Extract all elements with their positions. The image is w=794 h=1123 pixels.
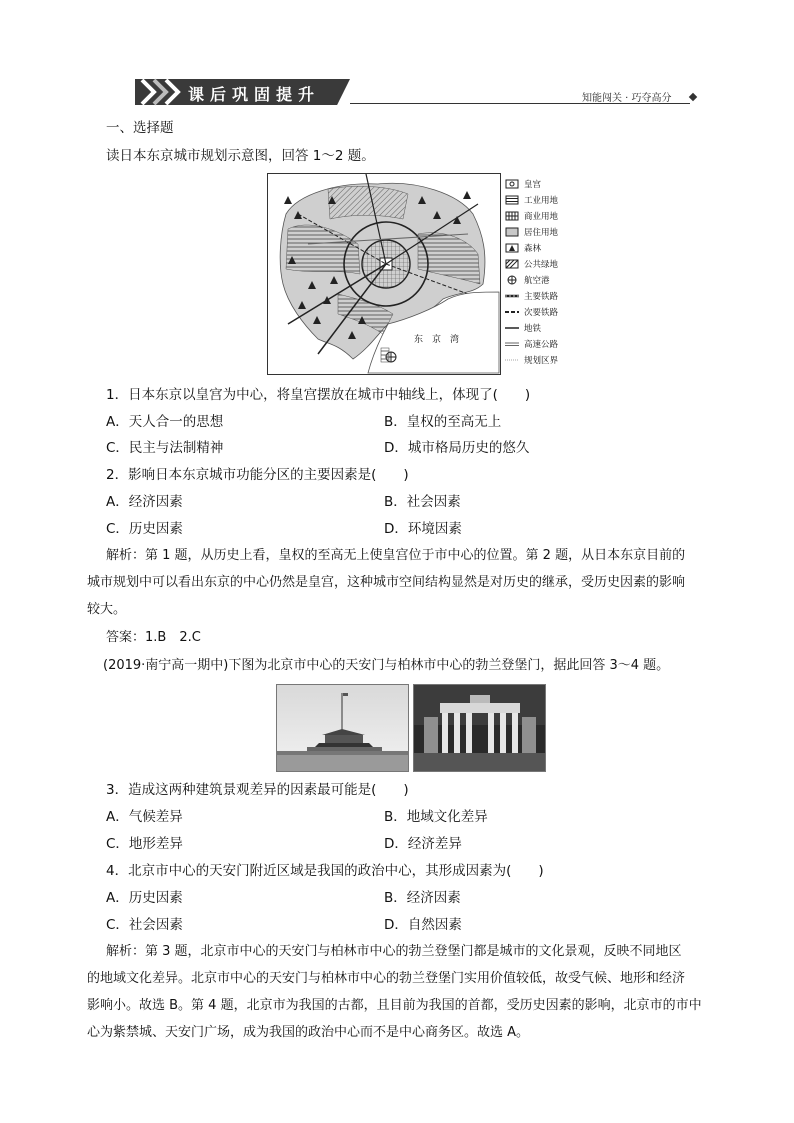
legend-label: 规划区界 bbox=[524, 356, 559, 366]
legend-item bbox=[505, 208, 585, 224]
legend-item bbox=[505, 176, 585, 192]
diamond-icon bbox=[689, 93, 697, 101]
legend-item bbox=[505, 288, 585, 304]
palace-icon bbox=[505, 179, 519, 189]
map-legend bbox=[505, 176, 585, 368]
legend-label: 商业用地 bbox=[524, 212, 559, 222]
legend-item bbox=[505, 240, 585, 256]
question-1-option-b[interactable]: B．皇权的至高无上 bbox=[384, 414, 502, 430]
legend-label: 主要铁路 bbox=[524, 292, 559, 302]
explanation-line: 影响小。故选 B。第 4 题，北京市为我国的古都，且目前为我国的首都，受历史因素的影响，北京市的市中 bbox=[87, 998, 702, 1013]
legend-label: 公共绿地 bbox=[524, 260, 559, 270]
legend-item bbox=[505, 336, 585, 352]
question-2-option-a[interactable]: A．经济因素 bbox=[106, 494, 183, 510]
explanation-line: 解析：第 3 题，北京市中心的天安门与柏林市中心的勃兰登堡门都是城市的文化景观，反映不同地区 bbox=[106, 944, 682, 959]
tokyo-map-drawing bbox=[268, 174, 500, 374]
answer-line: 答案：1.B 2.C bbox=[106, 630, 201, 645]
question-2-option-c[interactable]: C．历史因素 bbox=[106, 521, 183, 537]
legend-item bbox=[505, 352, 585, 368]
legend-label: 航空港 bbox=[524, 276, 550, 286]
explanation-line: 的地域文化差异。北京市中心的天安门与柏林市中心的勃兰登堡门实用价值较低，故受气候、地形和经济 bbox=[87, 971, 686, 986]
question-3-option-b[interactable]: B．地域文化差异 bbox=[384, 809, 488, 825]
legend-item bbox=[505, 256, 585, 272]
brandenburg-gate-photo bbox=[413, 684, 546, 772]
explanation-line: 城市规划中可以看出东京的中心仍然是皇宫，这种城市空间结构显然是对历史的继承，受历史因素的影响 bbox=[87, 575, 686, 590]
subway-line-icon bbox=[505, 323, 519, 333]
question-intro: 读日本东京城市规划示意图，回答 1～2 题。 bbox=[106, 148, 375, 164]
green-space-pattern-icon bbox=[505, 259, 519, 269]
bay-label: 东 京 湾 bbox=[414, 335, 460, 345]
legend-label: 居住用地 bbox=[524, 228, 559, 238]
legend-label: 次要铁路 bbox=[524, 308, 559, 318]
section-heading: 一、选择题 bbox=[106, 120, 174, 136]
question-3-stem: 3．造成这两种建筑景观差异的因素最可能是( ) bbox=[106, 782, 409, 798]
legend-label: 皇宫 bbox=[524, 180, 542, 190]
forest-icon bbox=[505, 243, 519, 253]
question-1-stem: 1．日本东京以皇宫为中心，将皇宫摆放在城市中轴线上，体现了( ) bbox=[106, 387, 531, 403]
legend-item bbox=[505, 192, 585, 208]
header-slogan: 知能闯关 · 巧夺高分 bbox=[582, 93, 672, 104]
question-3-option-d[interactable]: D．经济差异 bbox=[384, 836, 462, 852]
legend-item bbox=[505, 304, 585, 320]
planning-boundary-line-icon bbox=[505, 355, 519, 365]
main-railway-line-icon bbox=[505, 291, 519, 301]
explanation-line: 心为紫禁城、天安门广场，成为我国的政治中心而不是中心商务区。故选 A。 bbox=[87, 1025, 530, 1040]
question-1-option-d[interactable]: D．城市格局历史的悠久 bbox=[384, 440, 530, 456]
question-1-option-c[interactable]: C．民主与法制精神 bbox=[106, 440, 224, 456]
residential-pattern-icon bbox=[505, 227, 519, 237]
expressway-line-icon bbox=[505, 339, 519, 349]
question-4-option-d[interactable]: D．自然因素 bbox=[384, 917, 462, 933]
airport-icon bbox=[505, 275, 519, 285]
explanation-line: 较大。 bbox=[87, 602, 127, 617]
legend-item bbox=[505, 272, 585, 288]
question-4-option-b[interactable]: B．经济因素 bbox=[384, 890, 461, 906]
question-2-option-b[interactable]: B．社会因素 bbox=[384, 494, 461, 510]
question-3-option-c[interactable]: C．地形差异 bbox=[106, 836, 183, 852]
legend-item bbox=[505, 224, 585, 240]
question-4-option-a[interactable]: A．历史因素 bbox=[106, 890, 183, 906]
legend-item bbox=[505, 320, 585, 336]
banner-chevron-icon bbox=[138, 77, 182, 111]
tokyo-map bbox=[267, 173, 501, 375]
industrial-pattern-icon bbox=[505, 195, 519, 205]
banner-title: 课后巩固提升 bbox=[188, 85, 321, 104]
question-4-option-c[interactable]: C．社会因素 bbox=[106, 917, 183, 933]
legend-label: 森林 bbox=[524, 244, 542, 254]
tiananmen-photo bbox=[276, 684, 409, 772]
minor-railway-line-icon bbox=[505, 307, 519, 317]
question-intro: (2019·南宁高一期中)下图为北京市中心的天安门与柏林市中心的勃兰登堡门，据此回答 3～4 题。 bbox=[103, 658, 670, 673]
legend-label: 工业用地 bbox=[524, 196, 559, 206]
question-2-stem: 2．影响日本东京城市功能分区的主要因素是( ) bbox=[106, 467, 409, 483]
commercial-pattern-icon bbox=[505, 211, 519, 221]
legend-label: 地铁 bbox=[524, 324, 542, 334]
legend-label: 高速公路 bbox=[524, 340, 559, 350]
question-1-option-a[interactable]: A．天人合一的思想 bbox=[106, 414, 224, 430]
question-3-option-a[interactable]: A．气候差异 bbox=[106, 809, 183, 825]
question-2-option-d[interactable]: D．环境因素 bbox=[384, 521, 462, 537]
question-4-stem: 4．北京市中心的天安门附近区域是我国的政治中心，其形成因素为( ) bbox=[106, 863, 544, 879]
explanation-line: 解析：第 1 题，从历史上看，皇权的至高无上使皇宫位于市中心的位置。第 2 题，从日本东京目前的 bbox=[106, 548, 686, 563]
